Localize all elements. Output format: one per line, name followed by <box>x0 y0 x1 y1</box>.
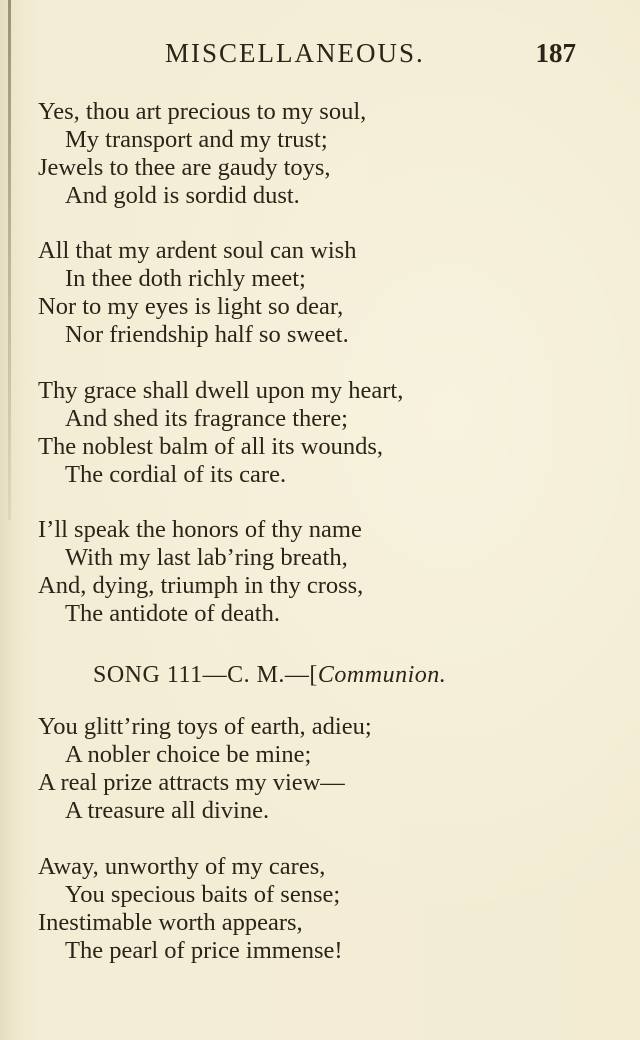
verse-line: A treasure all divine. <box>65 797 270 824</box>
song-heading <box>93 662 446 689</box>
verse-line: With my last lab’ring breath, <box>65 544 348 571</box>
verse-line: Nor to my eyes is light so dear, <box>38 293 344 320</box>
song-occasion: Communion. <box>317 662 447 688</box>
verse-line: The pearl of price immense! <box>65 937 343 964</box>
verse-line: A real prize attracts my view— <box>38 769 345 796</box>
verse-line: And gold is sordid dust. <box>65 182 300 209</box>
verse-line: And shed its fragrance there; <box>65 405 348 432</box>
verse-line: And, dying, triumph in thy cross, <box>38 572 364 599</box>
verse-line: In thee doth richly meet; <box>65 265 306 292</box>
verse-line: My transport and my trust; <box>65 126 328 153</box>
verse-line: Yes, thou art precious to my soul, <box>38 98 367 125</box>
binding-edge <box>8 0 11 520</box>
verse-line: All that my ardent soul can wish <box>38 237 357 264</box>
song-stanza-1 <box>38 713 618 825</box>
verse-line: Away, unworthy of my cares, <box>38 853 326 880</box>
verse-line: I’ll speak the honors of thy name <box>38 516 362 543</box>
verse-line: The cordial of its care. <box>65 461 287 488</box>
stanza-1 <box>38 98 618 210</box>
song-stanza-2 <box>38 853 618 965</box>
verse-line: Thy grace shall dwell upon my heart, <box>38 377 404 404</box>
verse-line: You glitt’ring toys of earth, adieu; <box>38 713 372 740</box>
verse-line: A nobler choice be mine; <box>65 741 312 768</box>
stanza-2 <box>38 237 618 349</box>
stanza-4 <box>38 516 618 628</box>
verse-line: Jewels to thee are gaudy toys, <box>38 154 331 181</box>
verse-line: Inestimable worth appears, <box>38 909 303 936</box>
verse-line: You specious baits of sense; <box>65 881 341 908</box>
running-head <box>0 38 640 74</box>
page-number: 187 <box>535 38 576 68</box>
stanza-3 <box>38 377 618 489</box>
song-number-meter: SONG 111—C. M.—[ <box>93 662 318 688</box>
verse-line: Nor friendship half so sweet. <box>65 321 349 348</box>
verse-line: The antidote of death. <box>65 600 280 627</box>
running-title: MISCELLANEOUS. <box>165 38 425 68</box>
verse-line: The noblest balm of all its wounds, <box>38 433 383 460</box>
